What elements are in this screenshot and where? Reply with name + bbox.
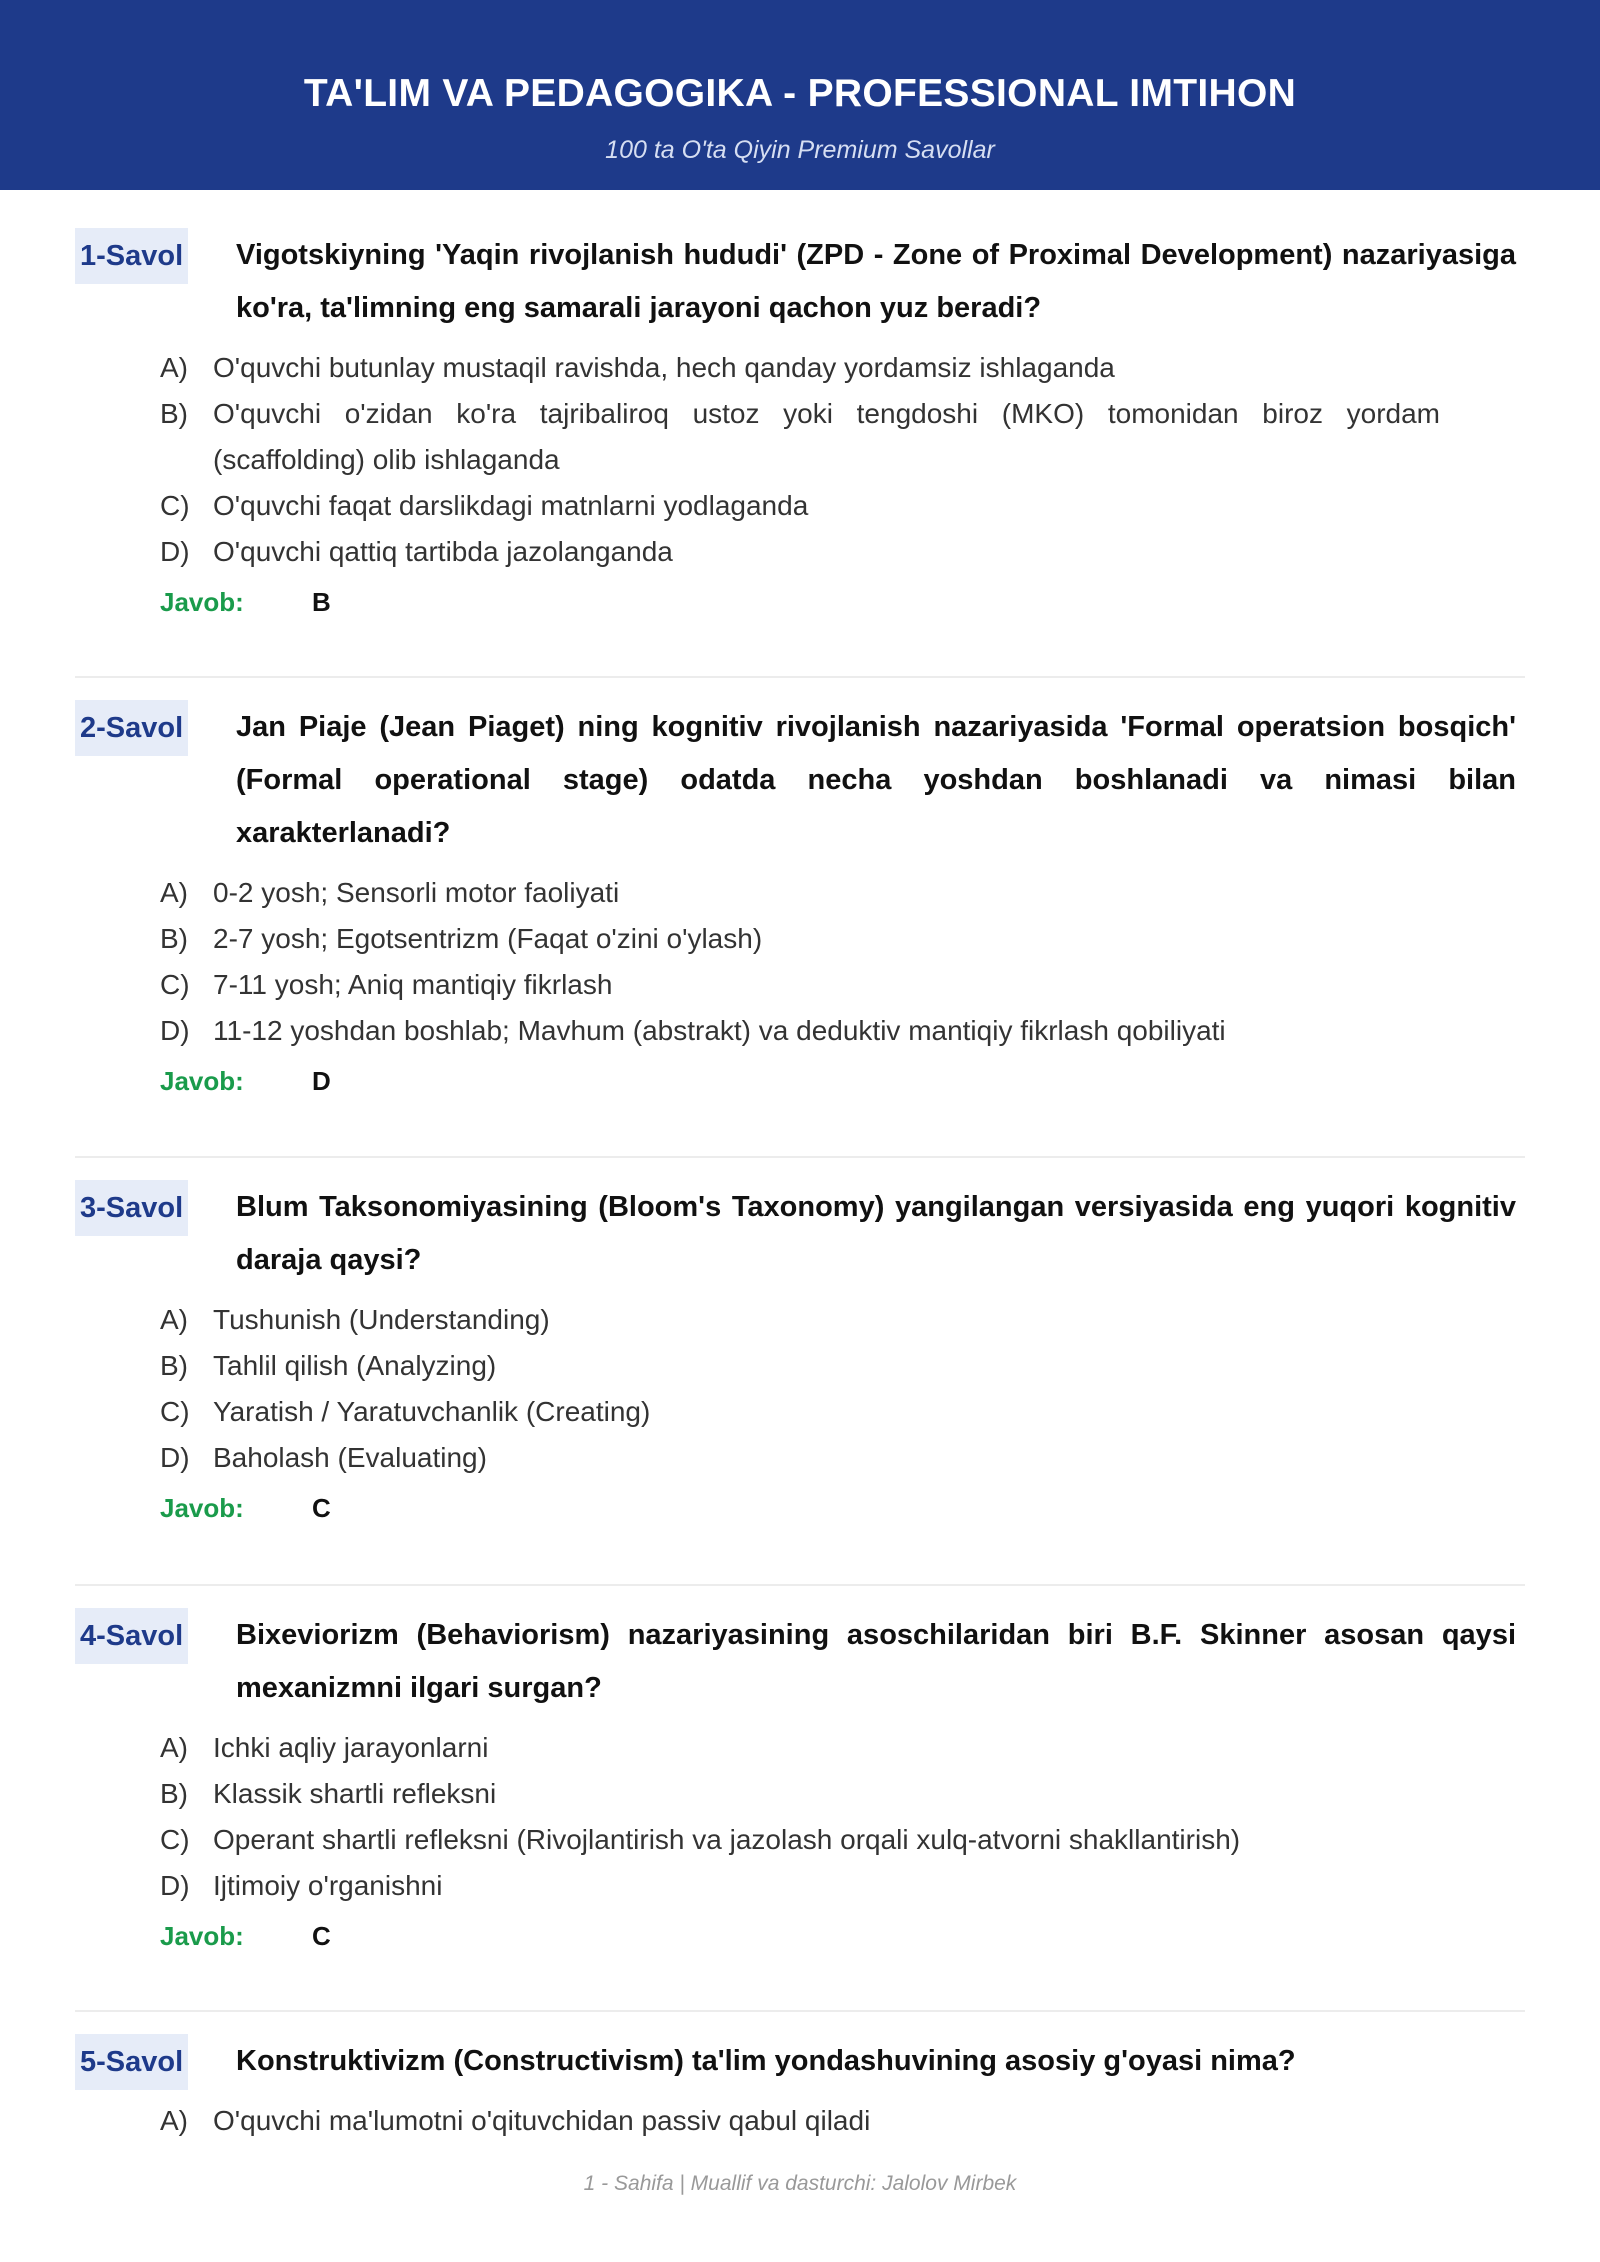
option-item — [160, 1389, 1440, 1435]
question-text: Blum Taksonomiyasining (Bloom's Taxonomy) yangilangan versiyasida eng yuqori kognitiv daraja qaysi? — [236, 1191, 1516, 1276]
question-text: Vigotskiyning 'Yaqin rivojlanish hududi' (ZPD - Zone of Proximal Development) nazariyasiga ko'ra, ta'limning eng samarali jarayoni qachon yuz beradi? — [236, 239, 1516, 324]
option-letter: C) — [160, 490, 190, 521]
question-text: Konstruktivizm (Constructivism) ta'lim yondashuvining asosiy g'oyasi nima? — [236, 2045, 1296, 2077]
option-text: 2-7 yosh; Egotsentrizm (Faqat o'zini o'ylash) — [213, 923, 763, 954]
option-letter: D) — [160, 536, 190, 567]
option-letter: A) — [160, 1304, 188, 1335]
option-text: Yaratish / Yaratuvchanlik (Creating) — [213, 1396, 651, 1427]
option-item — [160, 1725, 1440, 1771]
option-item — [160, 1817, 1440, 1863]
answer-row — [160, 1066, 1525, 1106]
option-item — [160, 1008, 1440, 1054]
option-text: 0-2 yosh; Sensorli motor faoliyati — [213, 877, 620, 908]
question-header — [75, 1608, 1525, 1715]
option-item — [160, 962, 1440, 1008]
option-letter: B) — [160, 1778, 188, 1809]
option-text: Tahlil qilish (Analyzing) — [213, 1350, 497, 1381]
question-number-badge: 2-Savol — [75, 700, 188, 756]
option-letter: D) — [160, 1015, 190, 1046]
option-item — [160, 916, 1440, 962]
options-list — [160, 345, 1440, 575]
option-text: O'quvchi qattiq tartibda jazolanganda — [213, 536, 673, 567]
answer-row — [160, 587, 1525, 627]
option-letter: C) — [160, 1396, 190, 1427]
option-letter: B) — [160, 398, 188, 429]
document-subtitle: 100 ta O'ta Qiyin Premium Savollar — [605, 136, 995, 164]
question-number-badge: 1-Savol — [75, 228, 188, 284]
option-text: Baholash (Evaluating) — [213, 1442, 487, 1473]
question-number-badge: 5-Savol — [75, 2034, 188, 2090]
answer-row — [160, 1921, 1525, 1961]
document-title: TA'LIM VA PEDAGOGIKA - PROFESSIONAL IMTIHON — [303, 72, 1297, 115]
document-header — [0, 0, 1600, 190]
option-item — [160, 1863, 1440, 1909]
option-item — [160, 1297, 1440, 1343]
option-item — [160, 2098, 1440, 2144]
page-footer: 1 - Sahifa | Muallif va dasturchi: Jalolov Mirbek — [583, 2172, 1017, 2195]
option-text: Operant shartli refleksni (Rivojlantirish va jazolash orqali xulq-atvorni shakllantirish) — [213, 1824, 1241, 1855]
question-header — [75, 1180, 1525, 1287]
option-text: 11-12 yoshdan boshlab; Mavhum (abstrakt) va deduktiv mantiqiy fikrlash qobiliyati — [213, 1015, 1226, 1046]
question-block — [75, 700, 1525, 1106]
option-item — [160, 345, 1440, 391]
question-header — [75, 228, 1525, 335]
answer-value: C — [312, 1921, 331, 1951]
question-header — [75, 700, 1525, 860]
option-letter: D) — [160, 1442, 190, 1473]
answer-value: B — [312, 587, 331, 617]
answer-label: Javob: — [160, 587, 244, 617]
answer-value: C — [312, 1493, 331, 1523]
option-text: Tushunish (Understanding) — [213, 1304, 550, 1335]
question-number-badge: 3-Savol — [75, 1180, 188, 1236]
option-letter: B) — [160, 1350, 188, 1381]
question-text: Jan Piaje (Jean Piaget) ning kognitiv rivojlanish nazariyasida 'Formal operatsion bosqich' (Formal operational stage) odatda necha yoshdan boshlanadi va nimasi bilan xarakterlanadi? — [236, 711, 1516, 849]
answer-label: Javob: — [160, 1066, 244, 1096]
option-item — [160, 529, 1440, 575]
option-text: O'quvchi faqat darslikdagi matnlarni yodlaganda — [213, 490, 809, 521]
option-item — [160, 1771, 1440, 1817]
option-item — [160, 1343, 1440, 1389]
option-letter: A) — [160, 1732, 188, 1763]
option-item — [160, 391, 1440, 483]
question-divider — [75, 1584, 1525, 1586]
option-item — [160, 870, 1440, 916]
option-text: O'quvchi butunlay mustaqil ravishda, hech qanday yordamsiz ishlaganda — [213, 352, 1115, 383]
option-letter: B) — [160, 923, 188, 954]
answer-value: D — [312, 1066, 331, 1096]
option-letter: A) — [160, 2105, 188, 2136]
option-item — [160, 483, 1440, 529]
question-number-badge: 4-Savol — [75, 1608, 188, 1664]
answer-row — [160, 1493, 1525, 1533]
question-divider — [75, 676, 1525, 678]
option-item — [160, 1435, 1440, 1481]
question-divider — [75, 1156, 1525, 1158]
option-letter: A) — [160, 877, 188, 908]
answer-label: Javob: — [160, 1493, 244, 1523]
option-text: Klassik shartli refleksni — [213, 1778, 497, 1809]
options-list — [160, 1297, 1440, 1481]
options-list — [160, 1725, 1440, 1909]
options-list — [160, 870, 1440, 1054]
question-block — [75, 1180, 1525, 1533]
answer-label: Javob: — [160, 1921, 244, 1951]
option-text: Ijtimoiy o'rganishni — [213, 1870, 443, 1901]
option-text: O'quvchi ma'lumotni o'qituvchidan passiv qabul qiladi — [213, 2105, 871, 2136]
options-list — [160, 2098, 1440, 2144]
option-letter: C) — [160, 1824, 190, 1855]
option-text: Ichki aqliy jarayonlarni — [213, 1732, 489, 1763]
option-letter: D) — [160, 1870, 190, 1901]
question-block — [75, 2034, 1525, 2144]
question-block — [75, 228, 1525, 627]
option-letter: C) — [160, 969, 190, 1000]
question-block — [75, 1608, 1525, 1961]
option-text: 7-11 yosh; Aniq mantiqiy fikrlash — [213, 969, 613, 1000]
option-text: O'quvchi o'zidan ko'ra tajribaliroq ustoz yoki tengdoshi (MKO) tomonidan biroz yordam (scaffolding) olib ishlaganda — [213, 398, 1440, 475]
question-divider — [75, 2010, 1525, 2012]
question-text: Bixeviorizm (Behaviorism) nazariyasining asoschilaridan biri B.F. Skinner asosan qaysi mexanizmni ilgari surgan? — [236, 1619, 1516, 1704]
question-header — [75, 2034, 1525, 2088]
option-letter: A) — [160, 352, 188, 383]
